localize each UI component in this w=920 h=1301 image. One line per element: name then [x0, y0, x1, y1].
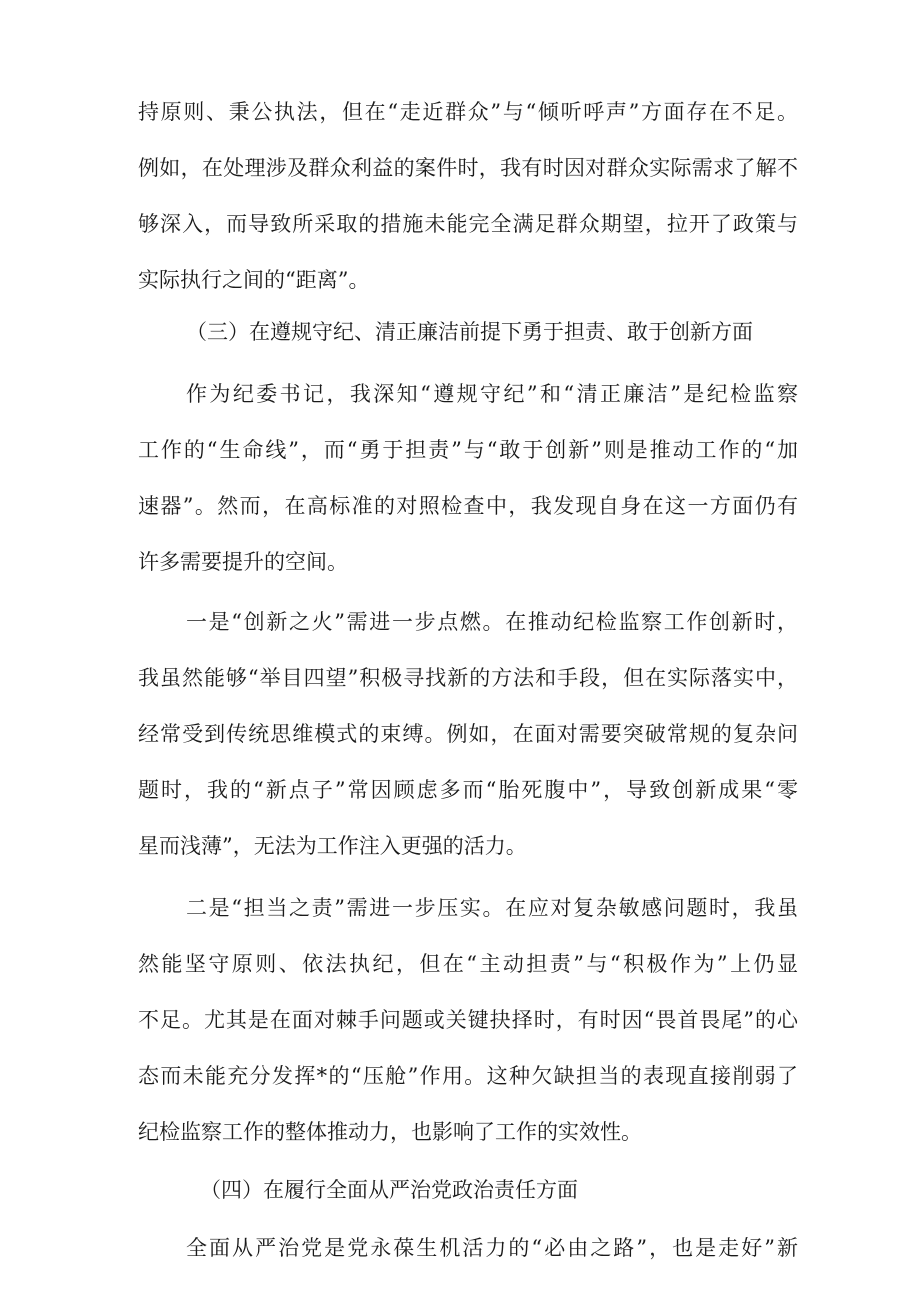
body-text-line: 态而未能充分发挥*的“压舱”作用。这种欠缺担当的表现直接削弱了 — [138, 1064, 798, 1088]
body-text-line: 持原则、秉公执法，但在“走近群众”与“倾听呼声”方面存在不足。 — [138, 100, 798, 124]
body-text-line: 不足。尤其是在面对棘手问题或关键抉择时，有时因“畏首畏尾”的心 — [138, 1008, 798, 1032]
body-text-line: 然能坚守原则、依法执纪，但在“主动担责”与“积极作为”上仍显 — [138, 952, 798, 976]
body-text-line: 星而浅薄”，无法为工作注入更强的活力。 — [138, 834, 527, 858]
section-heading-3: （三）在遵规守纪、清正廉洁前提下勇于担责、敢于创新方面 — [186, 320, 753, 344]
body-text-line: 作为纪委书记，我深知“遵规守纪”和“清正廉洁”是纪检监察 — [186, 382, 798, 406]
body-text-line: 一是“创新之火”需进一步点燃。在推动纪检监察工作创新时， — [186, 610, 798, 634]
body-text-line: 我虽然能够“举目四望”积极寻找新的方法和手段，但在实际落实中， — [138, 666, 798, 690]
body-text-line: 够深入，而导致所采取的措施未能完全满足群众期望，拉开了政策与 — [138, 212, 798, 236]
body-text-line: 全面从严治党是党永葆生机活力的“必由之路”，也是走好”新 — [186, 1236, 798, 1260]
body-text-line: 速器”。然而，在高标准的对照检查中，我发现自身在这一方面仍有 — [138, 494, 798, 518]
body-text-line: 许多需要提升的空间。 — [138, 550, 348, 574]
body-text-line: 例如，在处理涉及群众利益的案件时，我有时因对群众实际需求了解不 — [138, 156, 798, 180]
body-text-line: 实际执行之间的“距离”。 — [138, 268, 370, 292]
body-text-line: 纪检监察工作的整体推动力，也影响了工作的实效性。 — [138, 1120, 642, 1144]
body-text-line: 二是“担当之责”需进一步压实。在应对复杂敏感问题时，我虽 — [186, 896, 798, 920]
body-text-line: 经常受到传统思维模式的束缚。例如，在面对需要突破常规的复杂问 — [138, 722, 798, 746]
body-text-line: 工作的“生命线”，而“勇于担责”与“敢于创新”则是推动工作的“加 — [138, 438, 798, 462]
section-heading-4: （四）在履行全面从严治党政治责任方面 — [200, 1178, 578, 1202]
body-text-line: 题时，我的“新点子”常因顾虑多而“胎死腹中”，导致创新成果“零 — [138, 778, 798, 802]
